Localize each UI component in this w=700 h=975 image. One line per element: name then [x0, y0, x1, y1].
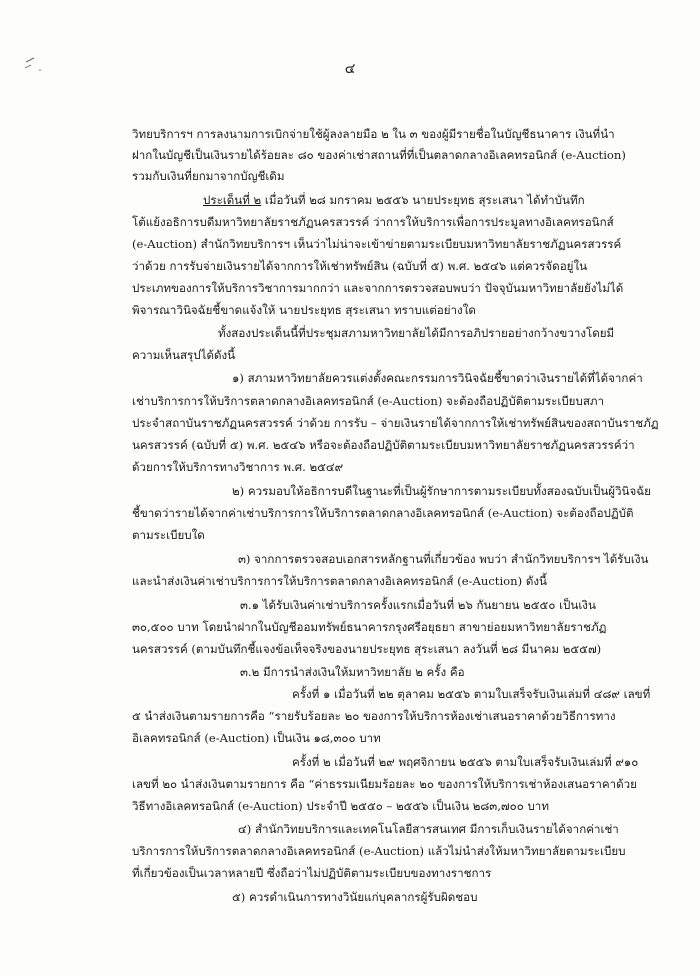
- item4-line: ๔) สำนักวิทยบริการและเทคโนโลยีสารสนเทศ มีการเก็บเงินรายได้จากค่าเช่า: [238, 822, 619, 836]
- issue2-line: โต้แย้งอธิการบดีมหาวิทยาลัยราชภัฏนครสวรรค์ ว่าการให้บริการเพื่อการประมูลทางอิเลคทรอนิกส์: [132, 215, 614, 229]
- time1-line: ๕ นำส่งเงินตามรายการคือ “รายรับร้อยละ ๒๐ ของการให้บริการห้องเช่าเสนอราคาด้วยวิธีการทาง: [132, 709, 616, 723]
- issue2-line: (e-Auction) สำนักวิทยบริการฯ เห็นว่าไม่น่าจะเข้าข่ายตามระเบียบมหาวิทยาลัยราชภัฏนครสวรรค์: [132, 237, 622, 251]
- para1-line: วิทยบริการฯ การลงนามการเบิกจ่ายใช้ผู้ลงลายมือ ๒ ใน ๓ ของผู้มีรายชื่อในบัญชีธนาคาร เงินที่นำ: [132, 127, 615, 141]
- item1-line: นครสวรรค์ (ฉบับที่ ๕) พ.ศ. ๒๕๔๖ หรือจะต้องถือปฏิบัติตามระเบียบมหาวิทยาลัยราชภัฏนครสวรรค์ว่า: [132, 438, 635, 452]
- item4-line: ที่เกี่ยวข้องเป็นเวลาหลายปี ซึ่งถือว่าไม่ปฏิบัติตามระเบียบของทางราชการ: [132, 866, 492, 880]
- issue2-line: ว่าด้วย การรับจ่ายเงินรายได้จากการให้เช่าทรัพย์สิน (ฉบับที่ ๕) พ.ศ. ๒๕๔๖ แต่ควรจัดอยู่ใน: [132, 259, 588, 273]
- summary-line: ความเห็นสรุปได้ดังนี้: [132, 348, 236, 362]
- issue2-first-text: เมื่อวันที่ ๒๘ มกราคม ๒๕๕๖ นายประยุทธ สุระเสนา ได้ทำบันทึก: [261, 193, 585, 207]
- item3-2-line: ๓.๒ มีการนำส่งเงินให้มหาวิทยาลัย ๒ ครั้ง คือ: [240, 665, 465, 679]
- item4-line: บริการการให้บริการตลาดกลางอิเลคทรอนิกส์ (e-Auction) แล้วไม่นำส่งให้มหาวิทยาลัยตามระเบียบ: [132, 844, 626, 858]
- time2-line: วิธีทางอิเลคทรอนิกส์ (e-Auction) ประจำปี ๒๕๕๐ – ๒๕๕๖ เป็นเงิน ๒๘๓,๗๐๐ บาท: [132, 799, 549, 813]
- item3-line: ๓) จากการตรวจสอบเอกสารหลักฐานที่เกี่ยวข้อง พบว่า สำนักวิทยบริการฯ ได้รับเงิน: [238, 552, 649, 566]
- item1-line: ประจำสถาบันราชภัฏนครสวรรค์ ว่าด้วย การรับ – จ่ายเงินรายได้จากการให้เช่าทรัพย์สินของสถาบันราชภัฏ: [132, 416, 659, 430]
- item2-line: ชี้ขาดว่ารายได้จากค่าเช่าบริการการให้บริการตลาดกลางอิเลคทรอนิกส์ (e-Auction) จะต้องถือปฏิบัติ: [132, 506, 634, 520]
- item2-line: ตามระเบียบใด: [132, 528, 205, 542]
- time2-line: ครั้งที่ ๒ เมื่อวันที่ ๒๙ พฤศจิกายน ๒๕๕๖ ตามใบเสร็จรับเงินเล่มที่ ๙๑๐: [292, 755, 639, 769]
- issue2-label: ประเด็นที่ ๒: [203, 193, 262, 207]
- summary-line: ทั้งสองประเด็นนี้ที่ประชุมสภามหาวิทยาลัยได้มีการอภิปรายอย่างกว้างขวางโดยมี: [218, 326, 615, 340]
- para1-line: รวมกับเงินที่ยกมาจากบัญชีเดิม: [132, 169, 285, 183]
- item1-line: เช่าบริการการให้บริการตลาดกลางอิเลคทรอนิกส์ (e-Auction) จะต้องถือปฏิบัติตามระเบียบสภา: [132, 394, 605, 408]
- time1-line: อิเลคทรอนิกส์ (e-Auction) เป็นเงิน ๑๘,๓๐๐ บาท: [132, 731, 381, 745]
- para1-line: ฝากในบัญชีเป็นเงินรายได้ร้อยละ ๘๐ ของค่าเช่าสถานที่ที่เป็นตลาดกลางอิเลคทรอนิกส์ (e-Auction): [132, 148, 626, 162]
- item3-1-line: นครสวรรค์ (ตามบันทึกชี้แจงข้อเท็จจริงของนายประยุทธ สุระเสนา ลงวันที่ ๒๘ มีนาคม ๒๕๕๗): [132, 642, 602, 656]
- time1-line: ครั้งที่ ๑ เมื่อวันที่ ๒๒ ตุลาคม ๒๕๕๖ ตามใบเสร็จรับเงินเล่มที่ ๔๘๙ เลขที่: [292, 687, 651, 701]
- item3-1-line: ๓.๑ ได้รับเงินค่าเช่าบริการครั้งแรกเมื่อวันที่ ๒๖ กันยายน ๒๕๕๐ เป็นเงิน: [240, 598, 596, 612]
- page-number: ๔: [344, 61, 356, 77]
- time2-line: เลขที่ ๒๐ นำส่งเงินตามรายการ คือ “ค่าธรรมเนียมร้อยละ ๒๐ ของการให้บริการเช่าห้องเสนอราคาด้วย: [132, 777, 637, 791]
- item2-line: ๒) ควรมอบให้อธิการบดีในฐานะที่เป็นผู้รักษาการตามระเบียบทั้งสองฉบับเป็นผู้วินิจฉัย: [232, 484, 651, 498]
- issue2-first-line: [203, 192, 585, 208]
- item5-line: ๕) ควรดำเนินการทางวินัยแก่บุคลากรผู้รับผิดชอบ: [232, 890, 478, 904]
- issue2-line: พิจารณาวินิจฉัยชี้ขาดแจ้งให้ นายประยุทธ สุระเสนา ทราบแต่อย่างใด: [132, 303, 476, 317]
- item1-line: ด้วยการให้บริการทางวิชาการ พ.ศ. ๒๕๔๙: [132, 460, 344, 474]
- item3-1-line: ๓๐,๕๐๐ บาท โดยนำฝากในบัญชีออมทรัพย์ธนาคารกรุงศรีอยุธยา สาขาย่อยมหาวิทยาลัยราชภัฏ: [132, 620, 607, 634]
- issue2-line: ประเภทของการให้บริการวิชาการมากกว่า และจากการตรวจสอบพบว่า ปัจจุบันมหาวิทยาลัยยังไม่ได้: [132, 281, 624, 295]
- item3-line: และนำส่งเงินค่าเช่าบริการการให้บริการตลาดกลางอิเลคทรอนิกส์ (e-Auction) ดังนี้: [132, 574, 547, 588]
- item1-line: ๑) สภามหาวิทยาลัยควรแต่งตั้งคณะกรรมการวินิจฉัยชี้ขาดว่าเงินรายได้ที่ได้จากค่า: [232, 371, 643, 385]
